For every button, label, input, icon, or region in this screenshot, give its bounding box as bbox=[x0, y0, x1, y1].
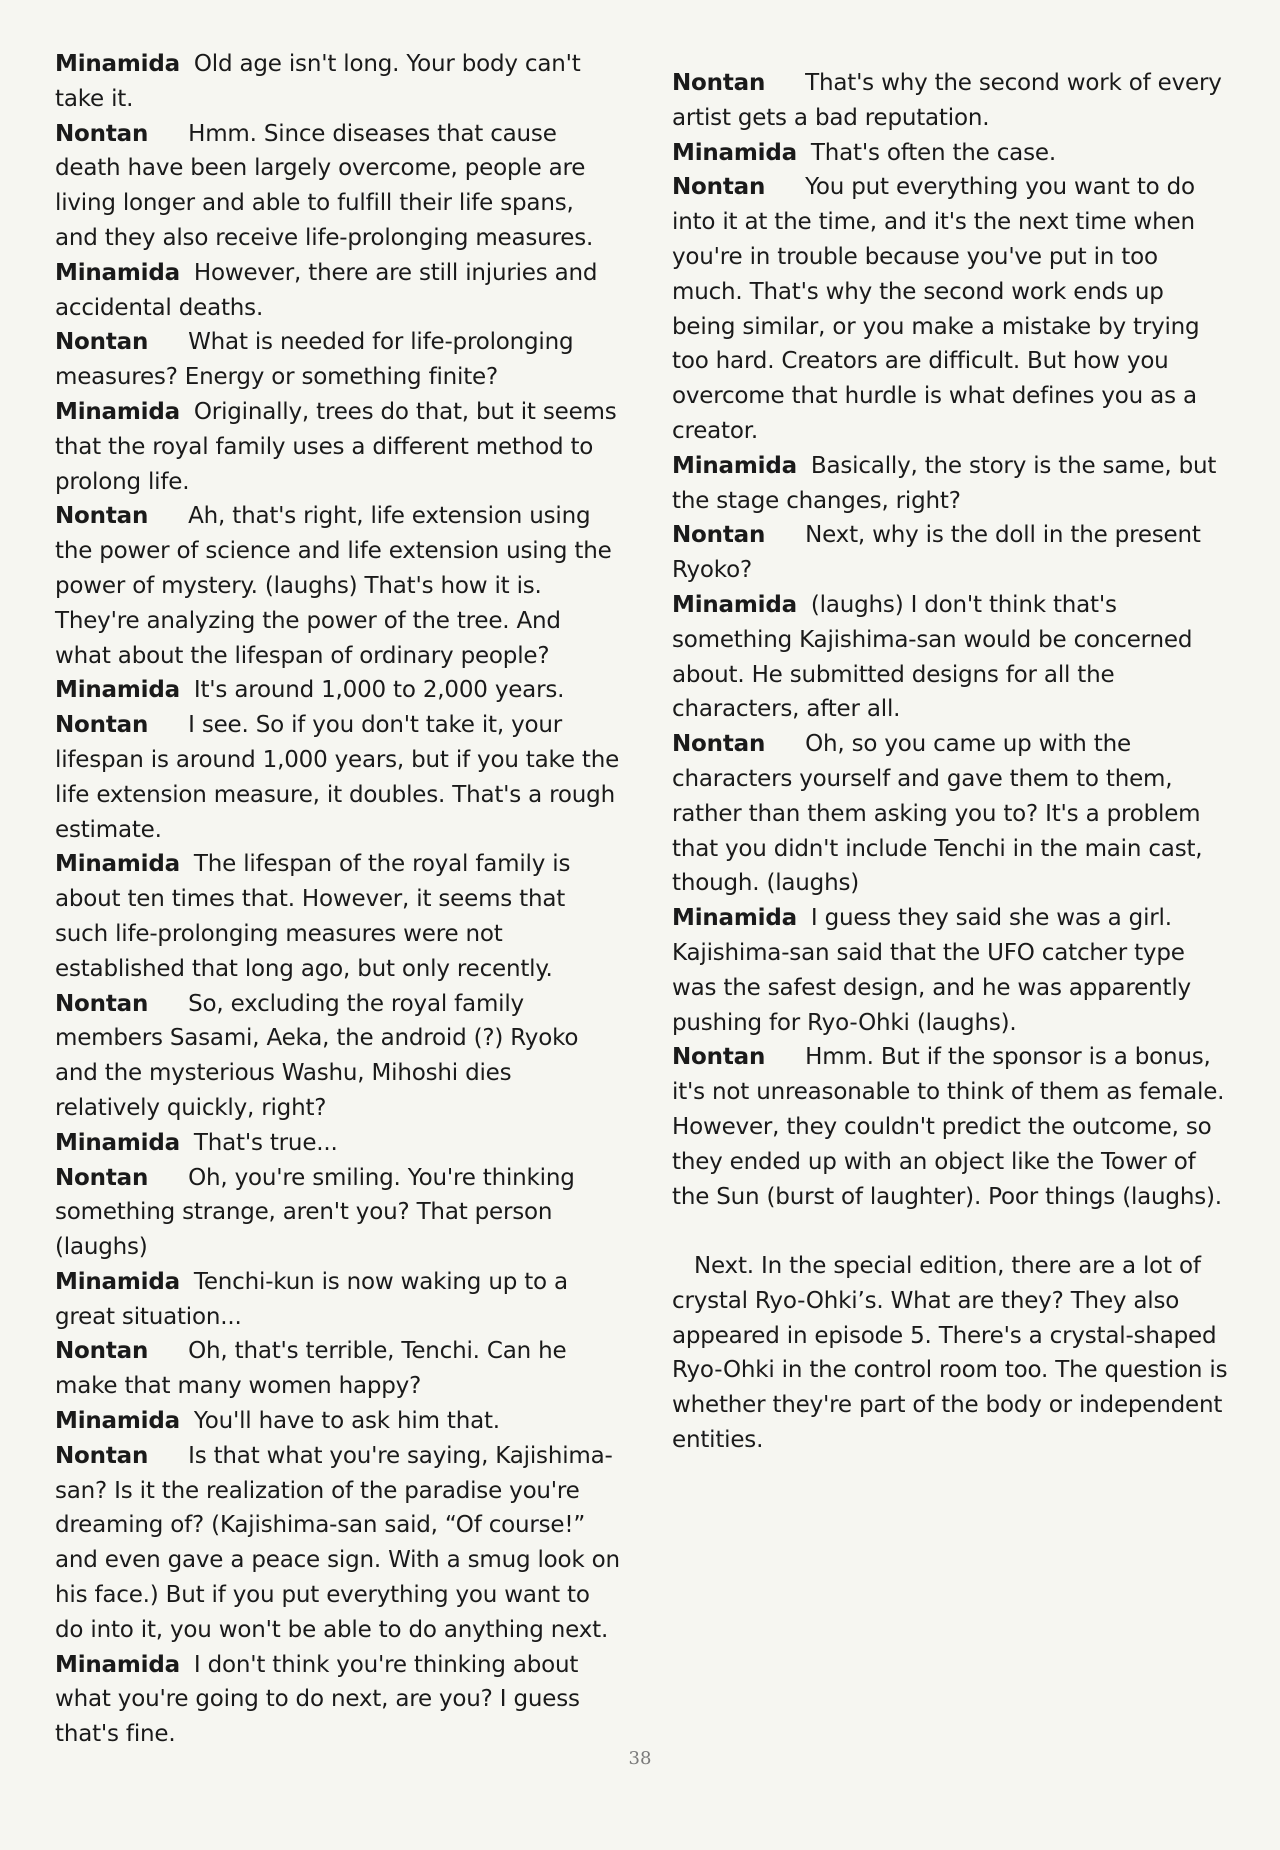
dialogue-text: I don't think you're thinking about what you're going to do next, are you? I guess that's fine. bbox=[55, 1651, 580, 1748]
dialogue-entry bbox=[55, 1161, 623, 1265]
page-number: 38 bbox=[628, 1748, 652, 1769]
dialogue-entry bbox=[55, 325, 623, 395]
dialogue-text: It's around 1,000 to 2,000 years. bbox=[193, 677, 565, 704]
speaker-name: Nontan bbox=[672, 522, 766, 549]
speaker-name: Nontan bbox=[55, 120, 149, 147]
right-column bbox=[672, 66, 1230, 1458]
dialogue-entry bbox=[55, 47, 623, 117]
speaker-name: Minamida bbox=[672, 452, 797, 479]
dialogue-text: I guess they said she was a girl. Kajishima-san said that the UFO catcher type was the safest design, and he was apparently pushing for Ryo-Ohki (laughs). bbox=[672, 905, 1191, 1036]
speaker-name: Minamida bbox=[55, 1651, 180, 1678]
speaker-name: Minamida bbox=[55, 51, 180, 77]
dialogue-entry bbox=[672, 518, 1230, 588]
dialogue-entry bbox=[55, 708, 623, 847]
dialogue-text: You'll have to ask him that. bbox=[193, 1408, 500, 1435]
dialogue-entry bbox=[672, 66, 1230, 136]
dialogue-text: Tenchi-kun is now waking up to a great situation... bbox=[55, 1268, 568, 1330]
speaker-name: Nontan bbox=[55, 329, 149, 356]
dialogue-entry bbox=[672, 170, 1230, 448]
dialogue-entry bbox=[672, 901, 1230, 1040]
dialogue-text: Ah, that's right, life extension using the power of science and life extension using the power of mystery. (laughs) That's how it is. They're analyzing the power of the tree. And what about the lifespan of ordinary people? bbox=[55, 503, 612, 669]
speaker-name: Nontan bbox=[55, 1442, 149, 1469]
speaker-name: Nontan bbox=[55, 990, 149, 1017]
dialogue-text: You put everything you want to do into it at the time, and it's the next time when you're in trouble because you've put in too much. That's why the second work ends up being similar, or you make a mistake by trying too hard. Creators are difficult. But how you overcome that hurdle is what defines you as a creator. bbox=[672, 174, 1200, 444]
dialogue-entry bbox=[55, 256, 623, 326]
dialogue-entry bbox=[55, 1648, 623, 1752]
speaker-name: Minamida bbox=[55, 259, 180, 286]
speaker-name: Minamida bbox=[55, 398, 180, 425]
dialogue-text: So, excluding the royal family members Sasami, Aeka, the android (?) Ryoko and the mysterious Washu, Mihoshi dies relatively quickly, right? bbox=[55, 990, 579, 1121]
dialogue-entry bbox=[55, 673, 623, 708]
speaker-name: Minamida bbox=[55, 1408, 180, 1435]
dialogue-text: Oh, you're smiling. You're thinking something strange, aren't you? That person (laughs) bbox=[55, 1164, 575, 1261]
dialogue-entry bbox=[55, 1126, 623, 1161]
speaker-name: Nontan bbox=[55, 1164, 149, 1191]
dialogue-entry bbox=[55, 847, 623, 986]
dialogue-text: Old age isn't long. Your body can't take it. bbox=[55, 51, 581, 112]
dialogue-text: That's why the second work of every artist gets a bad reputation. bbox=[672, 70, 1222, 131]
speaker-name: Nontan bbox=[672, 1044, 766, 1071]
speaker-name: Nontan bbox=[672, 70, 766, 96]
dialogue-text: Hmm. But if the sponsor is a bonus, it's not unreasonable to think of them as female. However, they couldn't predict the outcome, so they ended up with an object like the Tower of the Sun (burst of laughter). Poor things (laughs). bbox=[672, 1044, 1225, 1210]
speaker-name: Minamida bbox=[55, 1129, 180, 1156]
dialogue-entry bbox=[55, 395, 623, 499]
speaker-name: Nontan bbox=[55, 712, 149, 739]
dialogue-text: I see. So if you don't take it, your lifespan is around 1,000 years, but if you take the life extension measure, it doubles. That's a rough estimate. bbox=[55, 712, 620, 843]
dialogue-text: Oh, that's terrible, Tenchi. Can he make that many women happy? bbox=[55, 1338, 567, 1400]
speaker-name: Minamida bbox=[55, 851, 180, 878]
dialogue-text: Hmm. Since diseases that cause death have been largely overcome, people are living longer and able to fulfill their life spans, and they also receive life-prolonging measures. bbox=[55, 120, 594, 251]
speaker-name: Nontan bbox=[55, 503, 149, 530]
dialogue-text: (laughs) I don't think that's something Kajishima-san would be concerned about. He submitted designs for all the characters, after all. bbox=[672, 591, 1193, 723]
dialogue-entry bbox=[55, 1334, 623, 1404]
dialogue-entry bbox=[672, 449, 1230, 519]
speaker-name: Minamida bbox=[672, 591, 797, 618]
dialogue-text: Basically, the story is the same, but the stage changes, right? bbox=[672, 452, 1217, 514]
dialogue-entry bbox=[55, 499, 623, 673]
dialogue-text: The lifespan of the royal family is about ten times that. However, it seems that such life-prolonging measures were not established that long ago, but only recently. bbox=[55, 851, 571, 982]
dialogue-text: What is needed for life-prolonging measures? Energy or something finite? bbox=[55, 329, 574, 391]
speaker-name: Nontan bbox=[672, 174, 766, 201]
dialogue-text: That's often the case. bbox=[810, 139, 1056, 166]
dialogue-entry bbox=[55, 117, 623, 256]
speaker-name: Nontan bbox=[672, 731, 766, 758]
dialogue-entry bbox=[55, 987, 623, 1126]
dialogue-text: Originally, trees do that, but it seems that the royal family uses a different method to prolong life. bbox=[55, 398, 617, 495]
dialogue-entry bbox=[55, 1265, 623, 1335]
dialogue-entry bbox=[55, 1439, 623, 1648]
speaker-name: Minamida bbox=[672, 139, 797, 166]
dialogue-entry bbox=[672, 727, 1230, 901]
dialogue-text: That's true... bbox=[193, 1129, 338, 1156]
speaker-name: Nontan bbox=[55, 1338, 149, 1365]
left-column bbox=[55, 47, 623, 1752]
speaker-name: Minamida bbox=[55, 1268, 180, 1295]
dialogue-text: Oh, so you came up with the characters yourself and gave them to them, rather than them asking you to? It's a problem that you didn't include Tenchi in the main cast, though. (laughs) bbox=[672, 731, 1203, 897]
dialogue-text: However, there are still injuries and accidental deaths. bbox=[55, 259, 598, 321]
dialogue-entry bbox=[672, 136, 1230, 171]
dialogue-entry bbox=[672, 1040, 1230, 1214]
dialogue-entry bbox=[55, 1404, 623, 1439]
dialogue-text: Next, why is the doll in the present Ryoko? bbox=[672, 522, 1201, 584]
speaker-name: Minamida bbox=[55, 677, 180, 704]
dialogue-entry bbox=[672, 588, 1230, 727]
narration-paragraph: Next. In the special edition, there are a lot of crystal Ryo-Ohki’s. What are they? They also appeared in episode 5. There's a crystal-shaped Ryo-Ohki in the control room too. The question is whether they're part of the body or independent entities. bbox=[672, 1253, 1228, 1454]
speaker-name: Minamida bbox=[672, 905, 797, 932]
dialogue-text: Is that what you're saying, Kajishima-san? Is it the realization of the paradise you're dreaming of? (Kajishima-san said, “Of course!” and even gave a peace sign. With a smug look on his face.) But if you put everything you want to do into it, you won't be able to do anything next. bbox=[55, 1442, 620, 1643]
